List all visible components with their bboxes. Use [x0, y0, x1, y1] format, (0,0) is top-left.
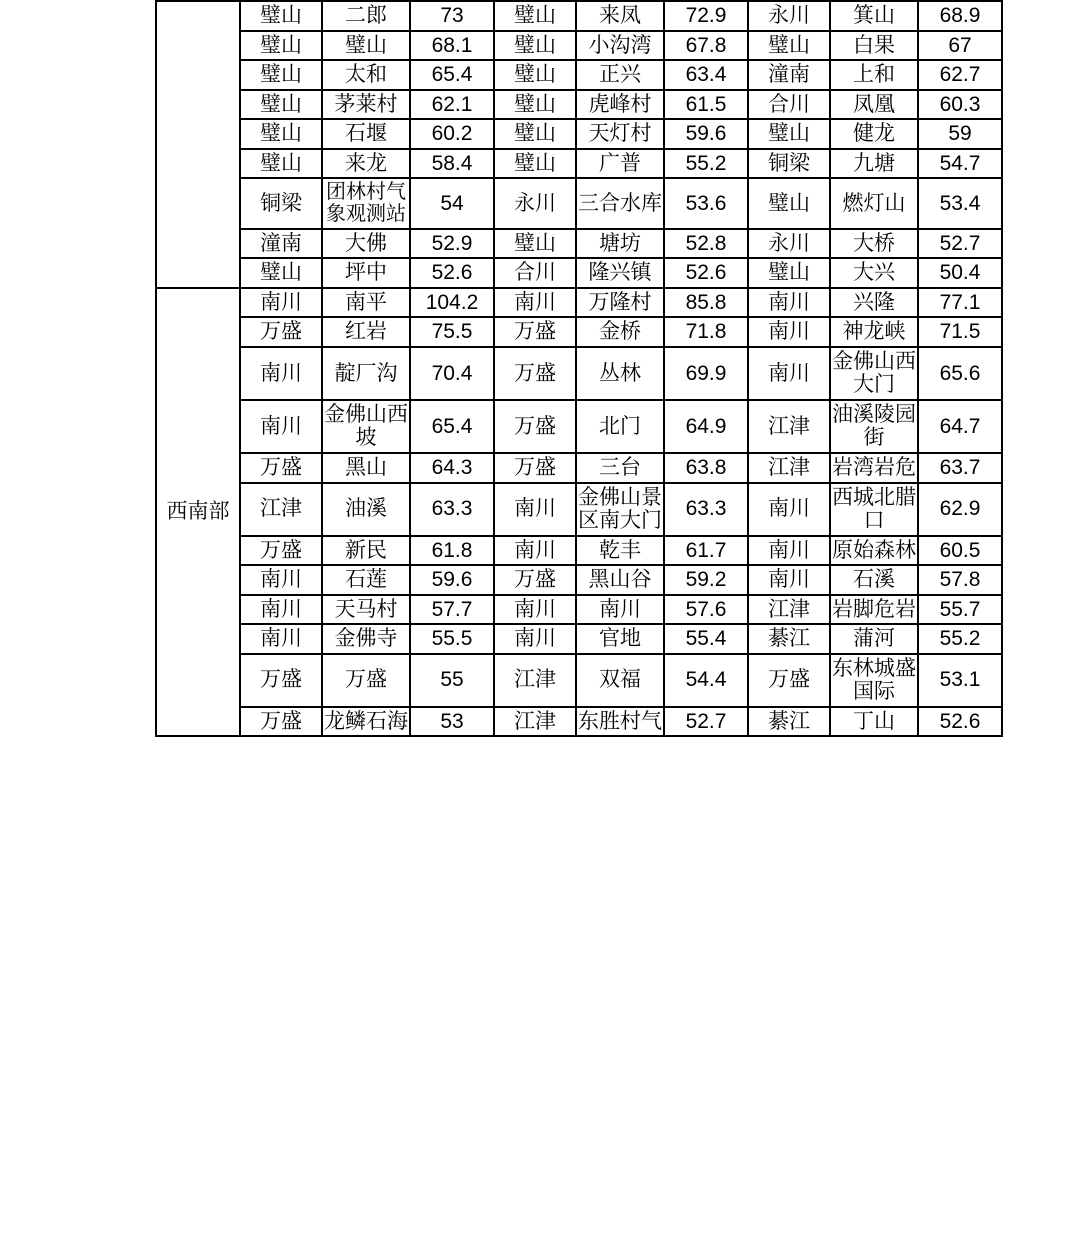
value: 62.9 [918, 483, 1002, 536]
value: 52.6 [918, 707, 1002, 737]
value: 52.6 [410, 258, 494, 288]
rainfall-table-body [156, 1, 1002, 736]
station: 虎峰村 [576, 90, 664, 120]
station: 南平 [322, 288, 410, 318]
value: 55.4 [664, 624, 748, 654]
station: 原始森林 [830, 536, 918, 566]
station: 丁山 [830, 707, 918, 737]
value: 71.5 [918, 317, 1002, 347]
value: 60.5 [918, 536, 1002, 566]
table-row [156, 595, 1002, 625]
county: 万盛 [494, 347, 576, 400]
value: 53.1 [918, 654, 1002, 707]
station: 太和 [322, 60, 410, 90]
county: 南川 [748, 347, 830, 400]
station: 正兴 [576, 60, 664, 90]
county: 璧山 [494, 1, 576, 31]
station: 乾丰 [576, 536, 664, 566]
value: 62.1 [410, 90, 494, 120]
value: 52.9 [410, 229, 494, 259]
county: 璧山 [494, 90, 576, 120]
station: 广普 [576, 149, 664, 179]
region-cell-southwest: 西南部 [156, 288, 240, 736]
county: 南川 [494, 536, 576, 566]
rainfall-table [155, 0, 1003, 737]
station: 健龙 [830, 119, 918, 149]
table-row [156, 60, 1002, 90]
county: 潼南 [748, 60, 830, 90]
station: 金佛山景区南大门 [576, 483, 664, 536]
county: 南川 [494, 595, 576, 625]
value: 72.9 [664, 1, 748, 31]
table-row [156, 400, 1002, 453]
value: 65.6 [918, 347, 1002, 400]
table-row [156, 624, 1002, 654]
county: 万盛 [240, 453, 322, 483]
county: 万盛 [494, 400, 576, 453]
value: 54 [410, 178, 494, 229]
station: 九塘 [830, 149, 918, 179]
station: 岩湾岩危 [830, 453, 918, 483]
station: 箕山 [830, 1, 918, 31]
county: 璧山 [748, 178, 830, 229]
station: 团林村气象观测站 [322, 178, 410, 229]
value: 104.2 [410, 288, 494, 318]
station: 金佛寺 [322, 624, 410, 654]
county: 璧山 [494, 31, 576, 61]
county: 南川 [240, 347, 322, 400]
county: 璧山 [748, 119, 830, 149]
table-row [156, 149, 1002, 179]
value: 68.9 [918, 1, 1002, 31]
county: 万盛 [494, 317, 576, 347]
station: 大佛 [322, 229, 410, 259]
county: 江津 [494, 707, 576, 737]
table-row [156, 483, 1002, 536]
value: 60.2 [410, 119, 494, 149]
station: 红岩 [322, 317, 410, 347]
value: 57.7 [410, 595, 494, 625]
station: 来龙 [322, 149, 410, 179]
county: 璧山 [748, 31, 830, 61]
county: 璧山 [240, 31, 322, 61]
table-row [156, 453, 1002, 483]
county: 南川 [494, 483, 576, 536]
value: 55.7 [918, 595, 1002, 625]
station: 石莲 [322, 565, 410, 595]
station: 金佛山西大门 [830, 347, 918, 400]
region-cell-continued [156, 1, 240, 288]
county: 合川 [748, 90, 830, 120]
value: 55.5 [410, 624, 494, 654]
station: 黑山谷 [576, 565, 664, 595]
table-row [156, 317, 1002, 347]
value: 52.7 [664, 707, 748, 737]
value: 77.1 [918, 288, 1002, 318]
station: 大兴 [830, 258, 918, 288]
value: 63.3 [664, 483, 748, 536]
value: 64.7 [918, 400, 1002, 453]
county: 铜梁 [748, 149, 830, 179]
county: 万盛 [240, 536, 322, 566]
station: 油溪陵园街 [830, 400, 918, 453]
county: 南川 [240, 624, 322, 654]
county: 綦江 [748, 624, 830, 654]
station: 大桥 [830, 229, 918, 259]
station: 小沟湾 [576, 31, 664, 61]
value: 58.4 [410, 149, 494, 179]
value: 55 [410, 654, 494, 707]
station: 蒲河 [830, 624, 918, 654]
station: 双福 [576, 654, 664, 707]
value: 65.4 [410, 400, 494, 453]
value: 54.4 [664, 654, 748, 707]
county: 南川 [748, 565, 830, 595]
station: 上和 [830, 60, 918, 90]
station: 东林城盛国际 [830, 654, 918, 707]
station: 来凤 [576, 1, 664, 31]
value: 63.3 [410, 483, 494, 536]
station: 神龙峡 [830, 317, 918, 347]
table-row [156, 707, 1002, 737]
county: 璧山 [494, 149, 576, 179]
table-row [156, 654, 1002, 707]
value: 54.7 [918, 149, 1002, 179]
station: 石溪 [830, 565, 918, 595]
station: 东胜村气 [576, 707, 664, 737]
value: 63.7 [918, 453, 1002, 483]
county: 璧山 [240, 90, 322, 120]
table-row [156, 31, 1002, 61]
station: 金佛山西坡 [322, 400, 410, 453]
value: 61.5 [664, 90, 748, 120]
value: 71.8 [664, 317, 748, 347]
table-row [156, 229, 1002, 259]
county: 合川 [494, 258, 576, 288]
table-row [156, 178, 1002, 229]
value: 63.8 [664, 453, 748, 483]
station: 天灯村 [576, 119, 664, 149]
value: 69.9 [664, 347, 748, 400]
value: 65.4 [410, 60, 494, 90]
county: 南川 [748, 288, 830, 318]
value: 63.4 [664, 60, 748, 90]
county: 璧山 [494, 60, 576, 90]
county: 璧山 [748, 258, 830, 288]
value: 59.6 [410, 565, 494, 595]
county: 南川 [748, 536, 830, 566]
station: 丛林 [576, 347, 664, 400]
value: 50.4 [918, 258, 1002, 288]
station: 天马村 [322, 595, 410, 625]
value: 64.9 [664, 400, 748, 453]
station: 凤凰 [830, 90, 918, 120]
station: 龙鳞石海 [322, 707, 410, 737]
value: 60.3 [918, 90, 1002, 120]
county: 南川 [494, 288, 576, 318]
station: 万隆村 [576, 288, 664, 318]
station: 油溪 [322, 483, 410, 536]
county: 万盛 [240, 317, 322, 347]
station: 靛厂沟 [322, 347, 410, 400]
value: 55.2 [664, 149, 748, 179]
county: 万盛 [240, 654, 322, 707]
value: 53.4 [918, 178, 1002, 229]
county: 万盛 [240, 707, 322, 737]
county: 璧山 [240, 258, 322, 288]
value: 62.7 [918, 60, 1002, 90]
value: 57.6 [664, 595, 748, 625]
county: 江津 [748, 595, 830, 625]
county: 江津 [748, 400, 830, 453]
county: 璧山 [494, 119, 576, 149]
value: 59.6 [664, 119, 748, 149]
county: 璧山 [494, 229, 576, 259]
county: 万盛 [494, 453, 576, 483]
station: 三台 [576, 453, 664, 483]
county: 南川 [240, 595, 322, 625]
value: 59 [918, 119, 1002, 149]
table-row [156, 288, 1002, 318]
station: 璧山 [322, 31, 410, 61]
station: 兴隆 [830, 288, 918, 318]
value: 53 [410, 707, 494, 737]
value: 61.7 [664, 536, 748, 566]
station: 白果 [830, 31, 918, 61]
station: 隆兴镇 [576, 258, 664, 288]
value: 70.4 [410, 347, 494, 400]
station: 茅莱村 [322, 90, 410, 120]
county: 江津 [240, 483, 322, 536]
value: 85.8 [664, 288, 748, 318]
value: 64.3 [410, 453, 494, 483]
county: 铜梁 [240, 178, 322, 229]
county: 南川 [494, 624, 576, 654]
value: 67.8 [664, 31, 748, 61]
station: 南川 [576, 595, 664, 625]
table-row [156, 258, 1002, 288]
value: 53.6 [664, 178, 748, 229]
station: 西城北腊口 [830, 483, 918, 536]
county: 南川 [748, 483, 830, 536]
county: 万盛 [494, 565, 576, 595]
table-row [156, 1, 1002, 31]
station: 石堰 [322, 119, 410, 149]
station: 金桥 [576, 317, 664, 347]
county: 璧山 [240, 60, 322, 90]
county: 璧山 [240, 1, 322, 31]
station: 官地 [576, 624, 664, 654]
value: 52.8 [664, 229, 748, 259]
value: 73 [410, 1, 494, 31]
county: 璧山 [240, 149, 322, 179]
value: 55.2 [918, 624, 1002, 654]
county: 永川 [748, 229, 830, 259]
county: 南川 [240, 400, 322, 453]
station: 三合水库 [576, 178, 664, 229]
station: 万盛 [322, 654, 410, 707]
county: 江津 [748, 453, 830, 483]
county: 南川 [240, 288, 322, 318]
value: 59.2 [664, 565, 748, 595]
station: 坪中 [322, 258, 410, 288]
county: 南川 [748, 317, 830, 347]
county: 南川 [240, 565, 322, 595]
value: 67 [918, 31, 1002, 61]
county: 潼南 [240, 229, 322, 259]
value: 75.5 [410, 317, 494, 347]
table-row [156, 565, 1002, 595]
county: 万盛 [748, 654, 830, 707]
county: 江津 [494, 654, 576, 707]
county: 璧山 [240, 119, 322, 149]
station: 燃灯山 [830, 178, 918, 229]
value: 61.8 [410, 536, 494, 566]
value: 68.1 [410, 31, 494, 61]
value: 52.7 [918, 229, 1002, 259]
station: 塘坊 [576, 229, 664, 259]
station: 新民 [322, 536, 410, 566]
value: 52.6 [664, 258, 748, 288]
county: 永川 [748, 1, 830, 31]
station: 北门 [576, 400, 664, 453]
station: 黑山 [322, 453, 410, 483]
table-row [156, 347, 1002, 400]
table-row [156, 119, 1002, 149]
county: 永川 [494, 178, 576, 229]
value: 57.8 [918, 565, 1002, 595]
county: 綦江 [748, 707, 830, 737]
station: 二郎 [322, 1, 410, 31]
table-row [156, 90, 1002, 120]
station: 岩脚危岩 [830, 595, 918, 625]
table-row [156, 536, 1002, 566]
